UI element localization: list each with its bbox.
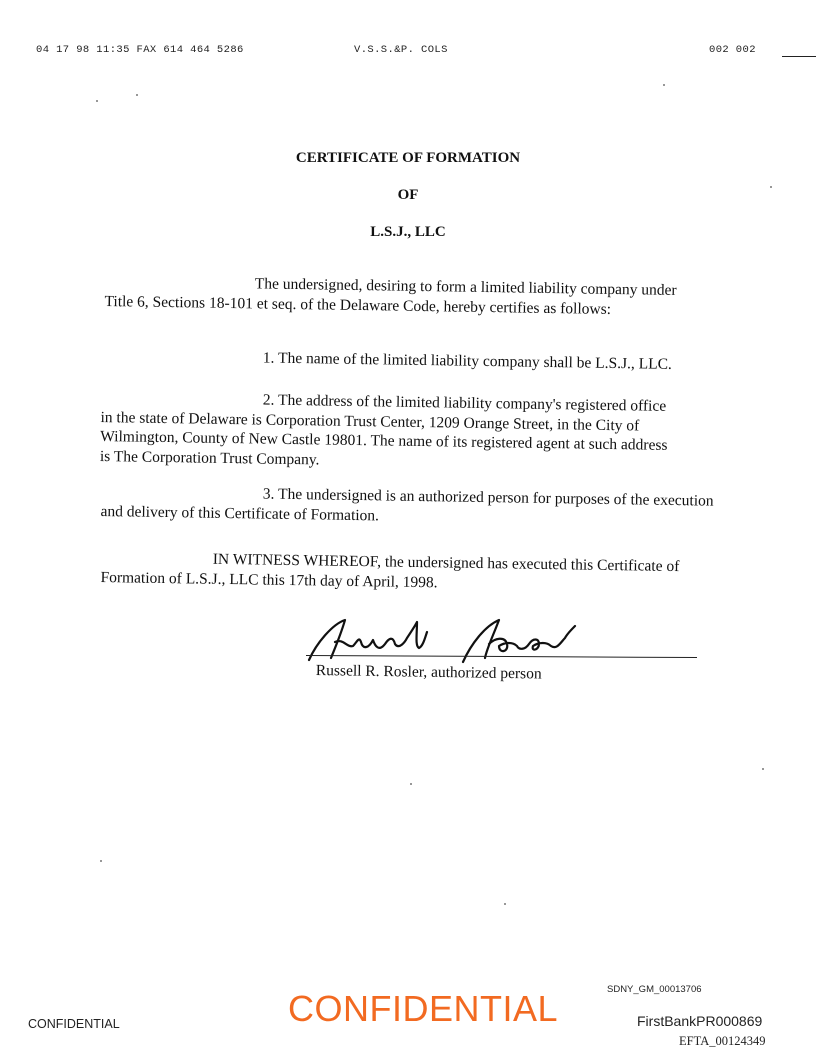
scan-speck: [96, 100, 98, 102]
bates-number-firstbank: FirstBankPR000869: [637, 1013, 763, 1029]
scan-speck: [663, 84, 665, 86]
bates-number-efta: EFTA_00124349: [679, 1034, 766, 1048]
clause-3-authorized-person: 3. The undersigned is an authorized person for purposes of the execution and delivery of this Certificate of Formation.: [100, 485, 714, 524]
bates-number-sdny: SDNY_GM_00013706: [607, 984, 702, 995]
fax-header: [36, 44, 786, 64]
scan-speck: [136, 94, 138, 96]
scan-speck: [100, 860, 102, 862]
clause-1-name: 1. The name of the limited liability company shall be L.S.J., LLC.: [262, 349, 673, 373]
confidential-stamp: CONFIDENTIAL: [288, 988, 559, 1029]
clause-2-registered-office: 2. The address of the limited liability company's registered office in the state of Delaware is Corporation Trust Center, 1209 Orange Street, in the City of Wilmington, County of New Castle 19801. The name of its registered agent at such address is The Corporation Trust Company.: [99, 391, 668, 468]
company-name-title: L.S.J., LLC: [370, 224, 446, 240]
fax-transmission-info: 04 17 98 11:35 FAX 614 464 5286: [36, 44, 244, 56]
confidential-label: CONFIDENTIAL: [28, 1017, 120, 1031]
scan-speck: [762, 768, 764, 770]
scan-speck: [770, 186, 772, 188]
signer-name: Russell R. Rosler, authorized person: [315, 662, 542, 683]
witness-paragraph: IN WITNESS WHEREOF, the undersigned has executed this Certificate of Formation of L.S.J., LLC this 17th day of April, 1998.: [100, 550, 680, 591]
scan-speck: [410, 783, 412, 785]
fax-header-rule: [782, 56, 816, 57]
scan-speck: [504, 903, 506, 905]
document-title: CERTIFICATE OF FORMATION: [295, 150, 521, 166]
intro-paragraph: The undersigned, desiring to form a limited liability company under Title 6, Sections 18-101 et seq. of the Delaware Code, hereby certifies as follows:: [104, 275, 677, 318]
fax-page-count: 002 002: [709, 44, 756, 56]
document-title-of: OF: [397, 187, 419, 203]
fax-sender-name: V.S.S.&P. COLS: [354, 44, 448, 56]
